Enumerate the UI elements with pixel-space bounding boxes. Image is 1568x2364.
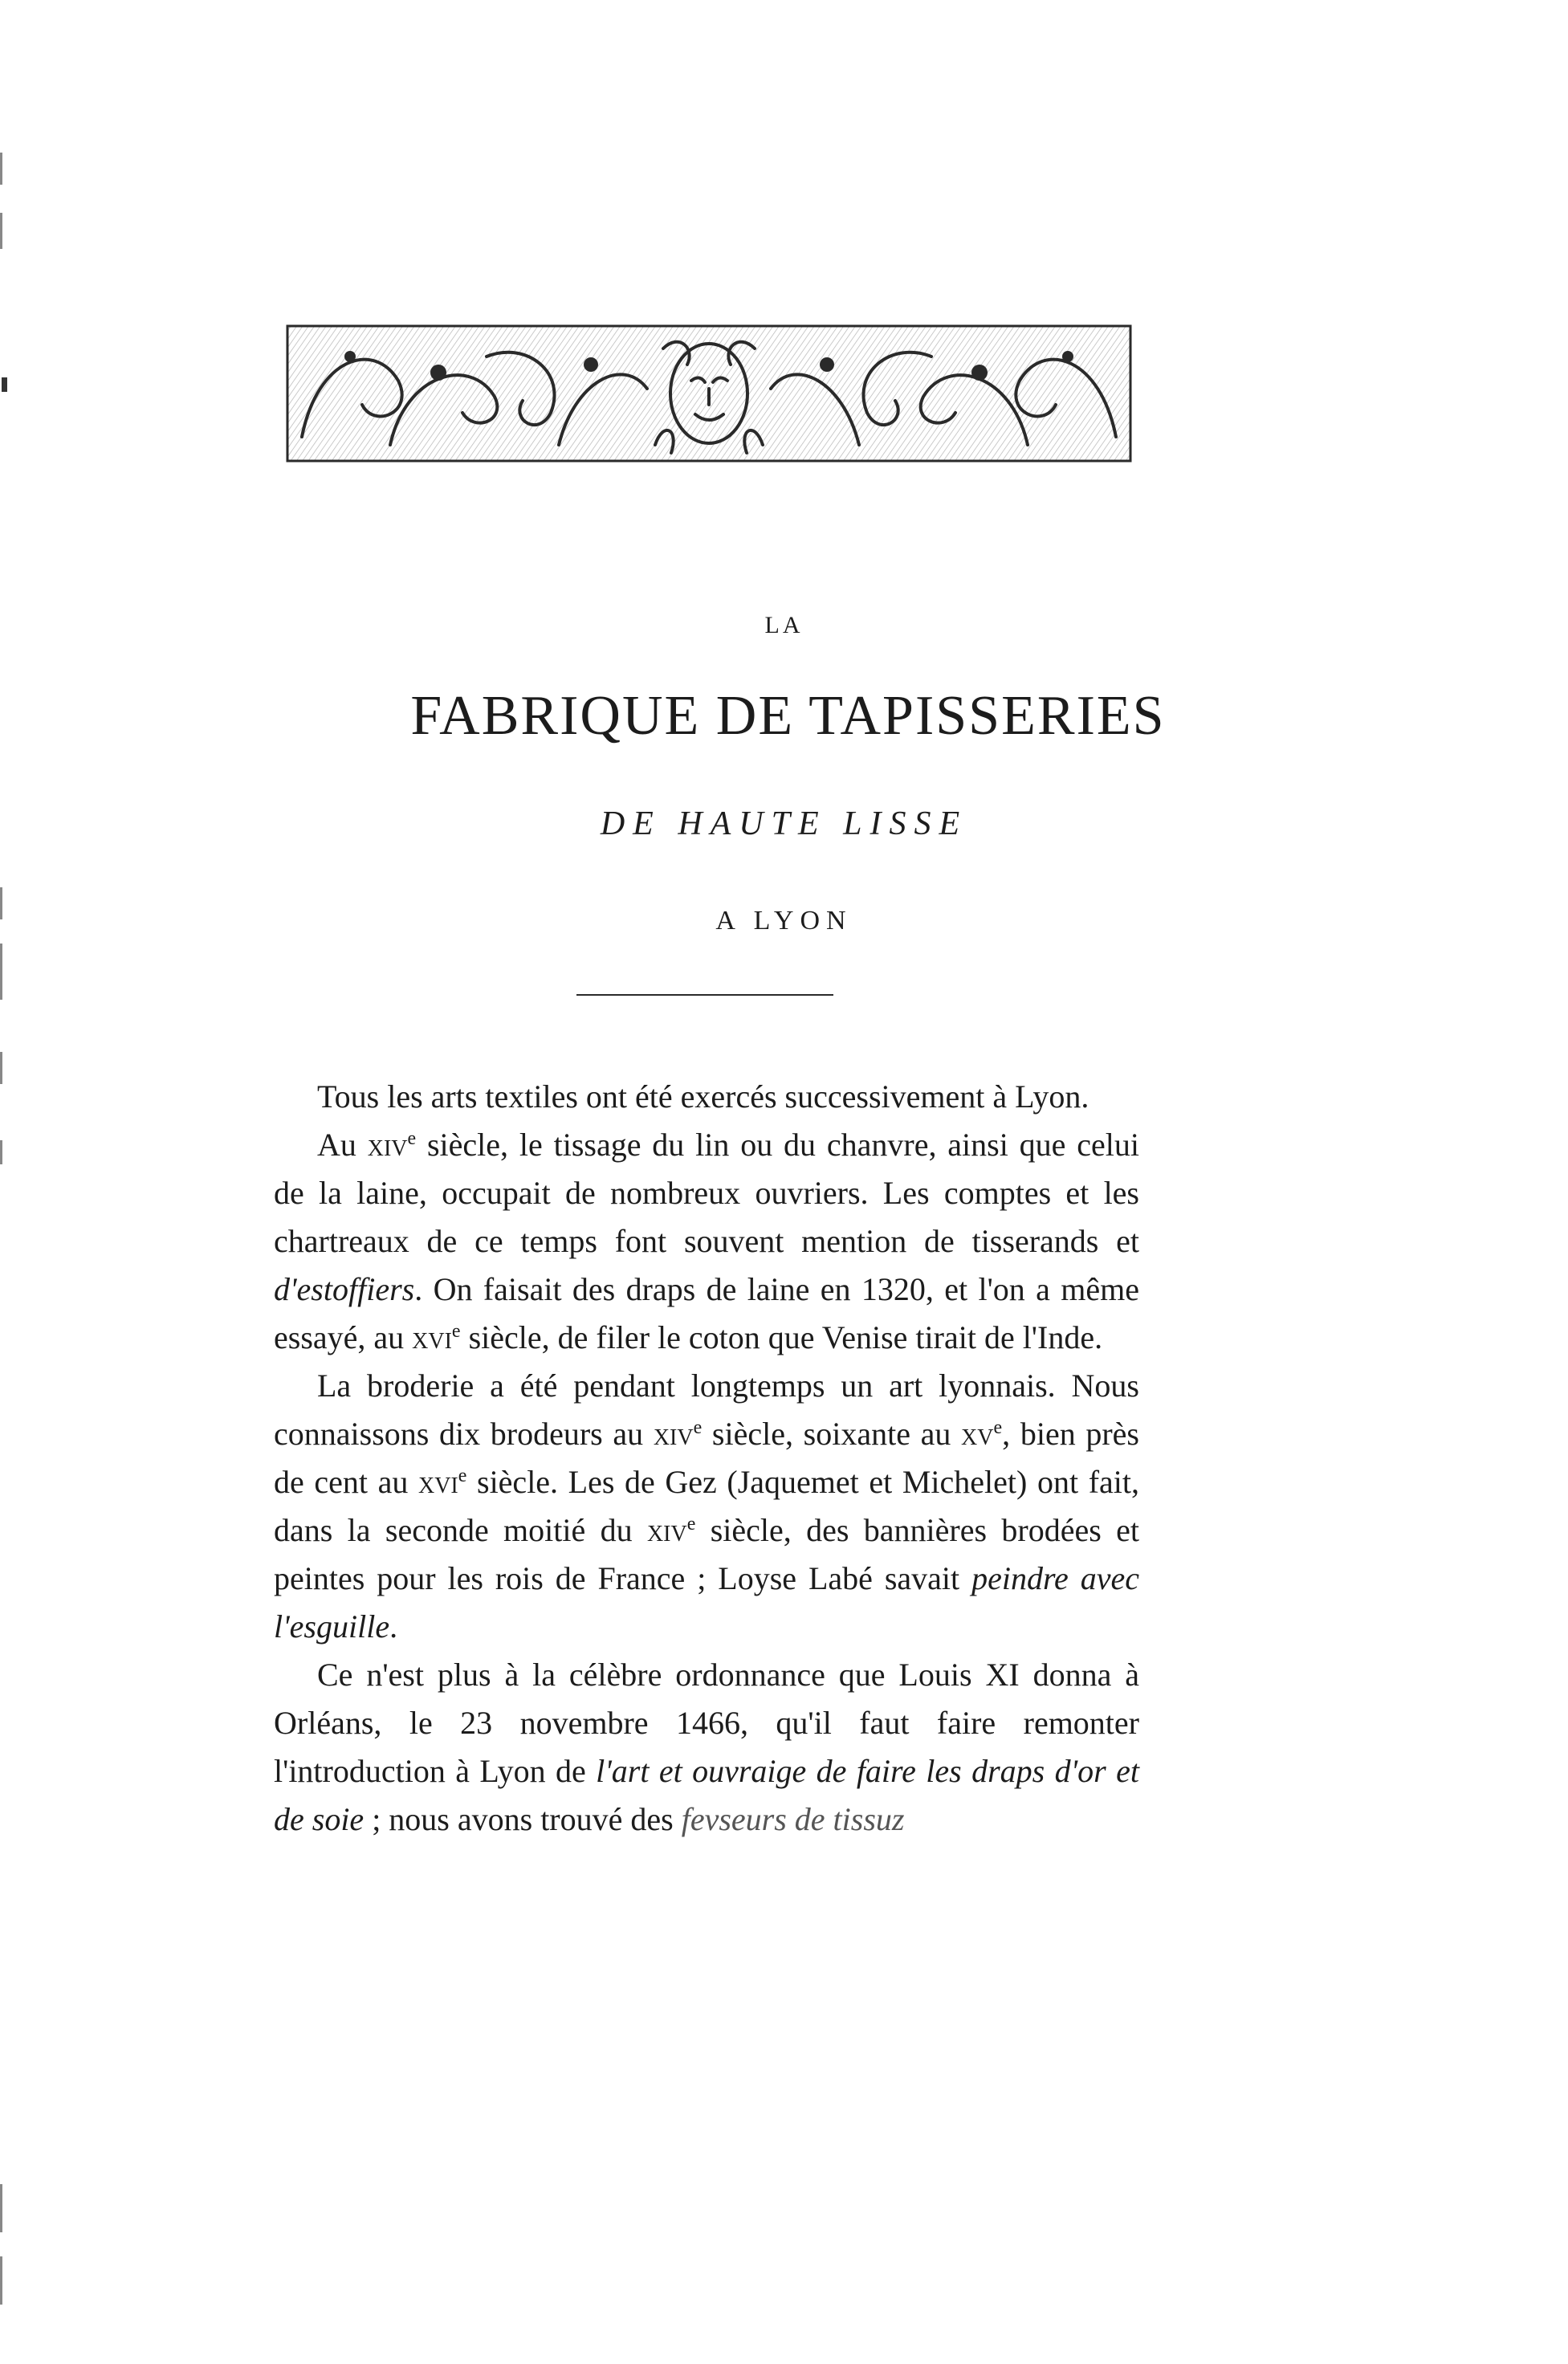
title-article: LA: [764, 612, 804, 638]
scan-edge-mark: [0, 213, 2, 249]
superscript-text: e: [407, 1128, 417, 1149]
superscript-text: e: [693, 1417, 703, 1438]
page-subtitle: DE HAUTE LISSE: [600, 805, 968, 842]
text-run: , bien près de cent au: [274, 1416, 1140, 1500]
text-run: siècle, des bannières brodées et peintes pour les rois de France ; Loyse Labé savait: [274, 1512, 1139, 1596]
text-run: La broderie a été pendant longtemps un art lyonnais. Nous connaissons dix brodeurs au: [274, 1367, 1139, 1452]
scan-edge-mark: [0, 1052, 2, 1084]
text-run: siècle, le tissage du lin ou du chanvre, ainsi que celui de la laine, occupait de nombreux ouvriers. Les comptes et les chartreaux de ce temps font souvent mention de tisserands et: [274, 1127, 1139, 1259]
paragraph: [274, 1362, 1139, 1651]
italic-text: fevseurs de tissuz: [681, 1801, 905, 1837]
small-caps-text: xvi: [412, 1319, 452, 1355]
small-caps-text: xv: [961, 1416, 994, 1452]
italic-text: l'art et ouvraige de faire les draps d'or et de soie: [274, 1753, 1139, 1837]
superscript-text: e: [458, 1465, 467, 1486]
page-title: FABRIQUE DE TAPISSERIES: [410, 685, 1166, 747]
italic-text: peindre avec l'esguille: [274, 1560, 1139, 1645]
body-text: [274, 1073, 1139, 1844]
italic-text: d'estoffiers: [274, 1271, 415, 1307]
superscript-text: e: [993, 1417, 1003, 1438]
small-caps-text: xiv: [646, 1512, 687, 1548]
small-caps-text: xiv: [367, 1127, 408, 1163]
text-run: ; nous avons trouvé des: [364, 1801, 682, 1837]
page-place: A LYON: [715, 906, 853, 935]
text-run: Tous les arts textiles ont été exercés successivement à Lyon.: [317, 1078, 1089, 1115]
scan-edge-mark: [0, 2184, 2, 2232]
small-caps-text: xiv: [653, 1416, 694, 1452]
scan-edge-mark: [0, 2256, 2, 2305]
text-run: siècle. Les de Gez (Jaquemet et Michelet) ont fait, dans la seconde moitié du: [274, 1464, 1139, 1548]
scan-edge-mark: [0, 153, 2, 185]
title-rule: [576, 994, 833, 996]
text-run: . On faisait des draps de laine en 1320, et l'on a même essayé, au: [274, 1271, 1139, 1355]
text-run: Au: [317, 1127, 368, 1163]
paragraph: [274, 1121, 1139, 1362]
paragraph: [274, 1073, 1139, 1121]
scan-edge-mark: [0, 1140, 2, 1164]
text-run: siècle, soixante au: [702, 1416, 962, 1452]
text-run: .: [389, 1608, 398, 1645]
ornamental-headpiece: [286, 324, 1132, 463]
superscript-text: e: [451, 1321, 461, 1342]
scan-speck: [2, 377, 7, 392]
text-run: Ce n'est plus à la célèbre ordonnance que Louis XI donna à Orléans, le 23 novembre 1466, qu'il faut faire remonter l'introduction à Lyon de: [274, 1657, 1139, 1789]
small-caps-text: xvi: [417, 1464, 458, 1500]
superscript-text: e: [686, 1514, 696, 1535]
scan-edge-mark: [0, 944, 2, 1000]
paragraph: [274, 1651, 1139, 1844]
text-run: siècle, de filer le coton que Venise tirait de l'Inde.: [460, 1319, 1103, 1355]
